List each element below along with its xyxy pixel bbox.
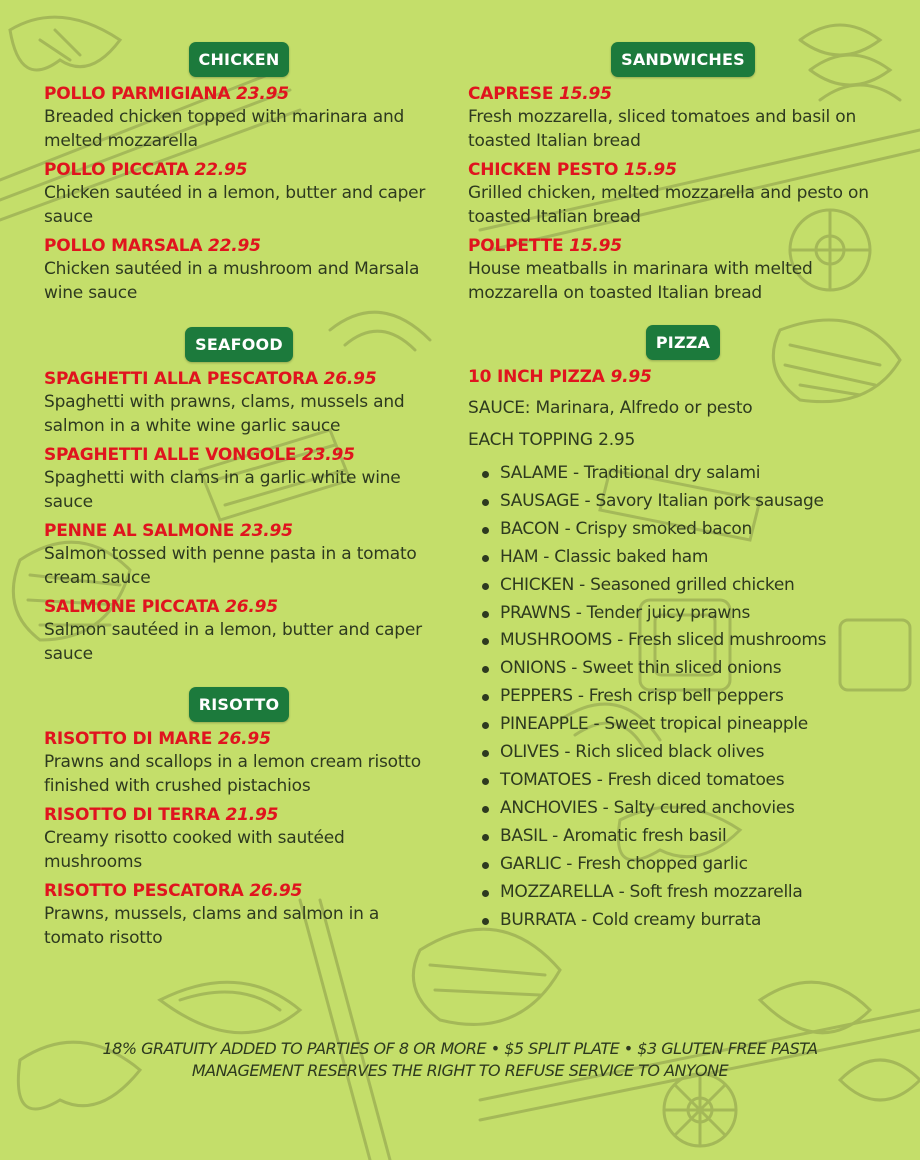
item-name: 10 INCH PIZZA — [468, 367, 605, 387]
menu-item — [44, 159, 434, 229]
menu-item — [468, 159, 898, 229]
menu-item — [44, 83, 434, 153]
item-name: SPAGHETTI ALLA PESCATORA — [44, 369, 318, 389]
item-name: RISOTTO DI MARE — [44, 729, 213, 749]
item-name: CHICKEN PESTO — [468, 160, 619, 180]
section-risotto — [44, 687, 434, 950]
topping-item: BURRATA - Cold creamy burrata — [480, 907, 898, 935]
section-title-pizza: PIZZA — [646, 325, 720, 360]
section-sandwiches — [468, 42, 898, 305]
item-price: 23.95 — [239, 521, 293, 541]
item-description: House meatballs in marinara with melted mozzarella on toasted Italian bread — [468, 259, 813, 303]
topping-item: TOMATOES - Fresh diced tomatoes — [480, 767, 898, 795]
menu-item — [44, 728, 434, 798]
menu-item — [44, 444, 434, 514]
item-description: Breaded chicken topped with marinara and melted mozzarella — [44, 107, 405, 151]
topping-item: SALAME - Traditional dry salami — [480, 460, 898, 488]
footer-line-1: 18% GRATUITY ADDED TO PARTIES OF 8 OR MORE • $5 SPLIT PLATE • $3 GLUTEN FREE PASTA — [102, 1039, 818, 1058]
topping-item: ANCHOVIES - Salty cured anchovies — [480, 795, 898, 823]
topping-item: BASIL - Aromatic fresh basil — [480, 823, 898, 851]
item-price: 26.95 — [217, 729, 271, 749]
menu-item — [44, 235, 434, 305]
footer-notes — [0, 1038, 920, 1082]
pizza-item — [468, 366, 898, 388]
left-column — [44, 42, 434, 956]
menu-item — [468, 83, 898, 153]
footer-line-2: MANAGEMENT RESERVES THE RIGHT TO REFUSE SERVICE TO ANYONE — [191, 1061, 729, 1080]
item-name: RISOTTO PESCATORA — [44, 881, 244, 901]
menu-item — [468, 235, 898, 305]
item-description: Spaghetti with prawns, clams, mussels and salmon in a white wine garlic sauce — [44, 392, 405, 436]
item-price: 15.95 — [569, 236, 622, 256]
item-description: Fresh mozzarella, sliced tomatoes and basil on toasted Italian bread — [468, 107, 857, 151]
topping-item: SAUSAGE - Savory Italian pork sausage — [480, 488, 898, 516]
item-description: Salmon tossed with penne pasta in a tomato cream sauce — [44, 544, 417, 588]
item-name: CAPRESE — [468, 84, 554, 104]
item-description: Grilled chicken, melted mozzarella and pesto on toasted Italian bread — [468, 183, 869, 227]
item-name: RISOTTO DI TERRA — [44, 805, 220, 825]
section-title-sandwiches: SANDWICHES — [611, 42, 755, 77]
menu-item — [44, 520, 434, 590]
item-description: Spaghetti with clams in a garlic white wine sauce — [44, 468, 401, 512]
section-seafood — [44, 327, 434, 666]
item-price: 26.95 — [249, 881, 303, 901]
topping-price-line: EACH TOPPING 2.95 — [468, 430, 636, 450]
item-name: SALMONE PICCATA — [44, 597, 220, 617]
item-price: 15.95 — [623, 160, 677, 180]
topping-item: OLIVES - Rich sliced black olives — [480, 739, 898, 767]
item-price: 23.95 — [236, 84, 289, 104]
topping-item: PRAWNS - Tender juicy prawns — [480, 600, 898, 628]
topping-item: CHICKEN - Seasoned grilled chicken — [480, 572, 898, 600]
item-price: 23.95 — [301, 445, 355, 465]
toppings-list — [468, 460, 898, 934]
topping-item: ONIONS - Sweet thin sliced onions — [480, 655, 898, 683]
menu-item — [44, 596, 434, 666]
topping-item: GARLIC - Fresh chopped garlic — [480, 851, 898, 879]
item-price: 15.95 — [558, 84, 612, 104]
item-price: 9.95 — [610, 367, 652, 387]
right-column — [468, 42, 898, 934]
menu-item — [44, 804, 434, 874]
item-name: SPAGHETTI ALLE VONGOLE — [44, 445, 297, 465]
item-price: 21.95 — [225, 805, 279, 825]
section-chicken — [44, 42, 434, 305]
topping-item: PINEAPPLE - Sweet tropical pineapple — [480, 711, 898, 739]
menu-item — [44, 368, 434, 438]
item-name: POLLO MARSALA — [44, 236, 203, 256]
topping-item: BACON - Crispy smoked bacon — [480, 516, 898, 544]
item-name: POLPETTE — [468, 236, 564, 256]
item-price: 26.95 — [323, 369, 377, 389]
item-price: 26.95 — [225, 597, 278, 617]
item-description: Salmon sautéed in a lemon, butter and caper sauce — [44, 620, 422, 664]
section-title-chicken: CHICKEN — [189, 42, 290, 77]
topping-item: MUSHROOMS - Fresh sliced mushrooms — [480, 627, 898, 655]
section-pizza — [468, 325, 898, 934]
item-name: POLLO PICCATA — [44, 160, 189, 180]
item-description: Chicken sautéed in a mushroom and Marsala wine sauce — [44, 259, 420, 303]
section-title-seafood: SEAFOOD — [185, 327, 293, 362]
item-description: Creamy risotto cooked with sautéed mushrooms — [44, 828, 345, 872]
item-name: POLLO PARMIGIANA — [44, 84, 231, 104]
topping-item: PEPPERS - Fresh crisp bell peppers — [480, 683, 898, 711]
section-title-risotto: RISOTTO — [189, 687, 290, 722]
item-price: 22.95 — [194, 160, 248, 180]
item-name: PENNE AL SALMONE — [44, 521, 235, 541]
topping-item: MOZZARELLA - Soft fresh mozzarella — [480, 879, 898, 907]
item-price: 22.95 — [208, 236, 261, 256]
sauce-line: SAUCE: Marinara, Alfredo or pesto — [468, 398, 753, 418]
item-description: Prawns and scallops in a lemon cream risotto finished with crushed pistachios — [44, 752, 421, 796]
menu-item — [44, 880, 434, 950]
item-description: Chicken sautéed in a lemon, butter and caper sauce — [44, 183, 426, 227]
item-description: Prawns, mussels, clams and salmon in a tomato risotto — [44, 904, 380, 948]
topping-item: HAM - Classic baked ham — [480, 544, 898, 572]
